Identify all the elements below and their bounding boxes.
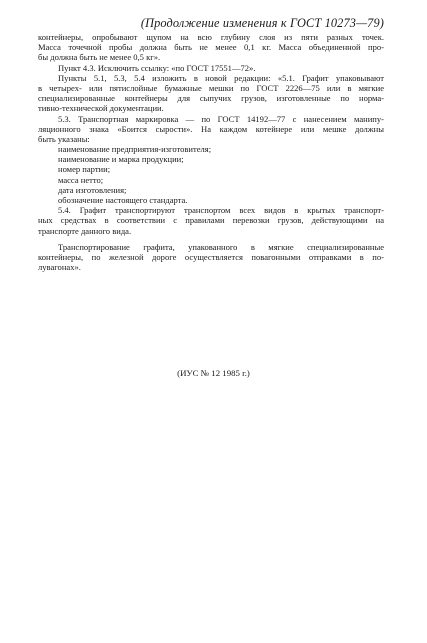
text-line: ляционного знака «Боится сырости». На каждом котейнере или мешке должны xyxy=(38,123,384,134)
text-line: наименование и марка продукции; xyxy=(58,154,184,165)
source-reference: (ИУС № 12 1985 г.) xyxy=(177,368,250,378)
text-line: контейнеры, по железной дороге осуществляется повагонными отправками в по- xyxy=(38,251,384,262)
text-line: транспорте данного вида. xyxy=(38,225,132,236)
text-line: специализированные контейнеры для сыпучих грузов, изготовленные по норма- xyxy=(38,93,384,104)
document-body xyxy=(38,32,384,272)
text-line: тивно-технической документации. xyxy=(38,103,164,114)
text-line: бы должна быть не менее 0,5 кг». xyxy=(38,52,161,63)
text-line: 5.4. Графит транспортируют транспортом всех видов в крытых транспорт- xyxy=(58,205,384,216)
text-line: Транспортирование графита, упакованного в мягкие специализированные xyxy=(58,241,384,252)
text-line: в четырех- или пятислойные бумажные мешки по ГОСТ 2226—75 или в мягкие xyxy=(38,82,384,93)
text-line: Пункт 4.3. Исключить ссылку: «по ГОСТ 17551—72». xyxy=(58,62,256,73)
page-header: (Продолжение изменения к ГОСТ 10273—79) xyxy=(140,16,384,30)
text-line: Масса точечной пробы должна быть не менее 0,1 кг. Масса объединенной про- xyxy=(38,42,384,53)
text-line: быть указаны: xyxy=(38,133,90,144)
text-line: Пункты 5.1, 5.3, 5.4 изложить в новой редакции: «5.1. Графит упаковывают xyxy=(58,72,384,83)
text-line: обозначение настоящего стандарта. xyxy=(58,195,188,205)
text-line: наименование предприятия-изготовителя; xyxy=(58,144,212,155)
text-line: ных средствах в соответствии с правилами перевозки грузов, действующими на xyxy=(38,215,384,226)
text-line: масса нетто; xyxy=(58,174,104,185)
text-line: лувагонах». xyxy=(38,262,81,273)
text-line: дата изготовления; xyxy=(58,184,127,195)
text-line: номер партии; xyxy=(58,164,111,175)
text-line: 5.3. Транспортная маркировка — по ГОСТ 14192—77 с нанесением манипу- xyxy=(58,113,384,124)
text-line: контейнеры, опробывают щупом на всю глубину слоя из пяти разных точек. xyxy=(38,32,384,42)
